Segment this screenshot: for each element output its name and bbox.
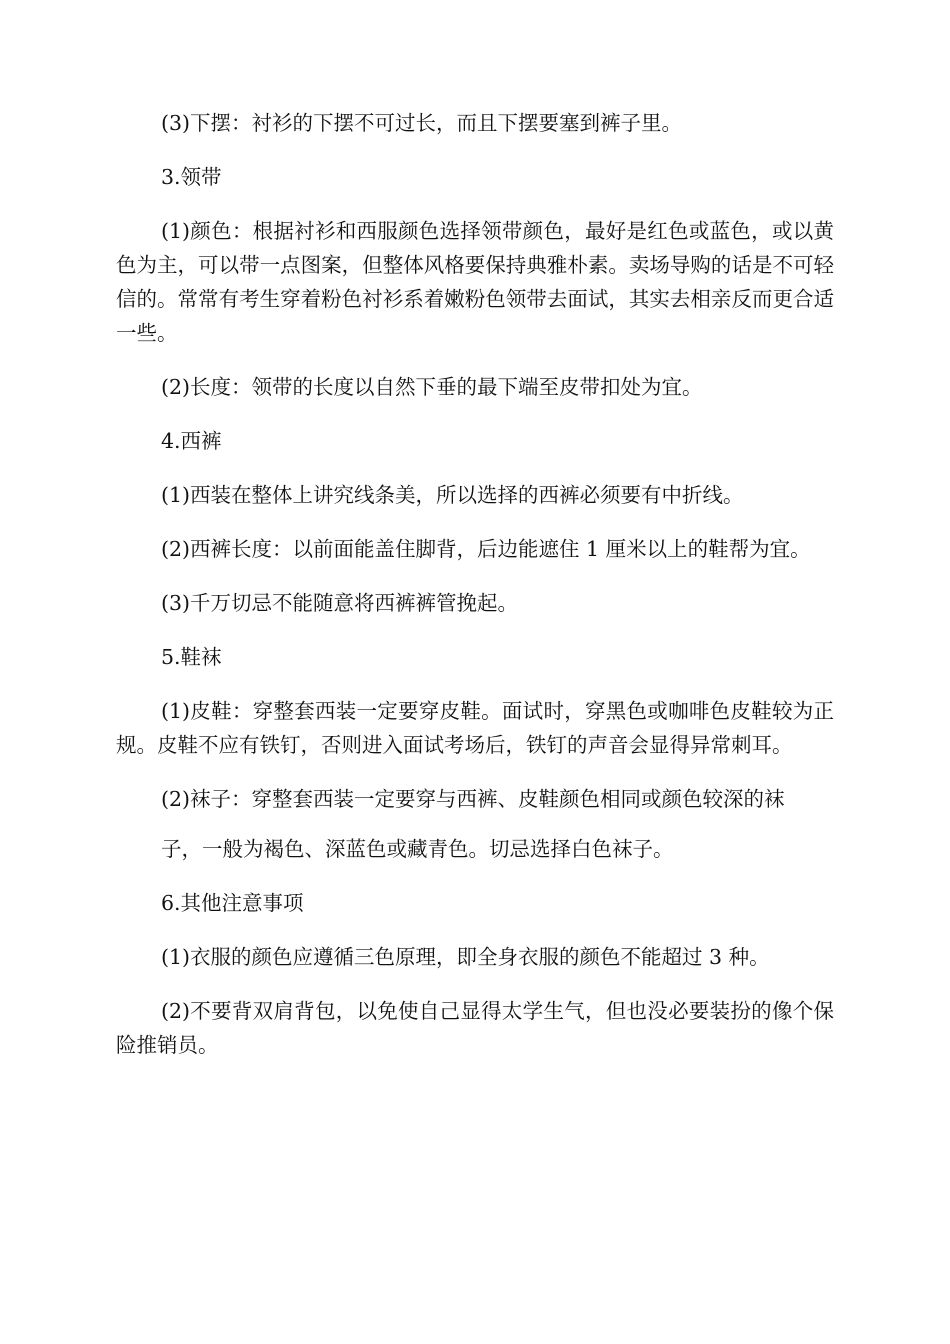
heading-other-notes: 6.其他注意事项 (161, 891, 304, 915)
paragraph-socks: (2)袜子：穿整套西装一定要穿与西裤、皮鞋颜色相同或颜色较深的袜 (161, 787, 785, 811)
heading-tie: 3.领带 (161, 165, 222, 189)
paragraph-three-colors: (1)衣服的颜色应遵循三色原理，即全身衣服的颜色不能超过 3 种。 (161, 945, 770, 969)
paragraph-trousers-length: (2)西裤长度：以前面能盖住脚背，后边能遮住 1 厘米以上的鞋帮为宜。 (161, 537, 811, 561)
paragraph-trousers-crease: (1)西装在整体上讲究线条美，所以选择的西裤必须要有中折线。 (161, 483, 744, 507)
paragraph-tie-color: (1)颜色：根据衬衫和西服颜色选择领带颜色，最好是红色或蓝色，或以黄色为主，可以带一点图案，但整体风格要保持典雅朴素。卖场导购的话是不可轻信的。常常有考生穿着粉色衬衫系着嫩粉色领带去面试，其实去相亲反而更合适一些。 (116, 219, 834, 345)
heading-shoes-socks: 5.鞋袜 (161, 645, 222, 669)
document-body (116, 106, 834, 1082)
heading-trousers: 4.西裤 (161, 429, 222, 453)
paragraph-socks-continued: 子，一般为褐色、深蓝色或藏青色。切忌选择白色袜子。 (161, 837, 674, 861)
paragraph-tie-length: (2)长度：领带的长度以自然下垂的最下端至皮带扣处为宜。 (161, 375, 703, 399)
paragraph-trousers-cuff: (3)千万切忌不能随意将西裤裤管挽起。 (161, 591, 519, 615)
paragraph-shoes: (1)皮鞋：穿整套西装一定要穿皮鞋。面试时，穿黑色或咖啡色皮鞋较为正规。皮鞋不应有铁钉，否则进入面试考场后，铁钉的声音会显得异常刺耳。 (116, 699, 834, 757)
paragraph-backpack: (2)不要背双肩背包，以免使自己显得太学生气，但也没必要装扮的像个保险推销员。 (116, 999, 834, 1057)
paragraph-shirt-hem: (3)下摆：衬衫的下摆不可过长，而且下摆要塞到裤子里。 (161, 111, 683, 135)
